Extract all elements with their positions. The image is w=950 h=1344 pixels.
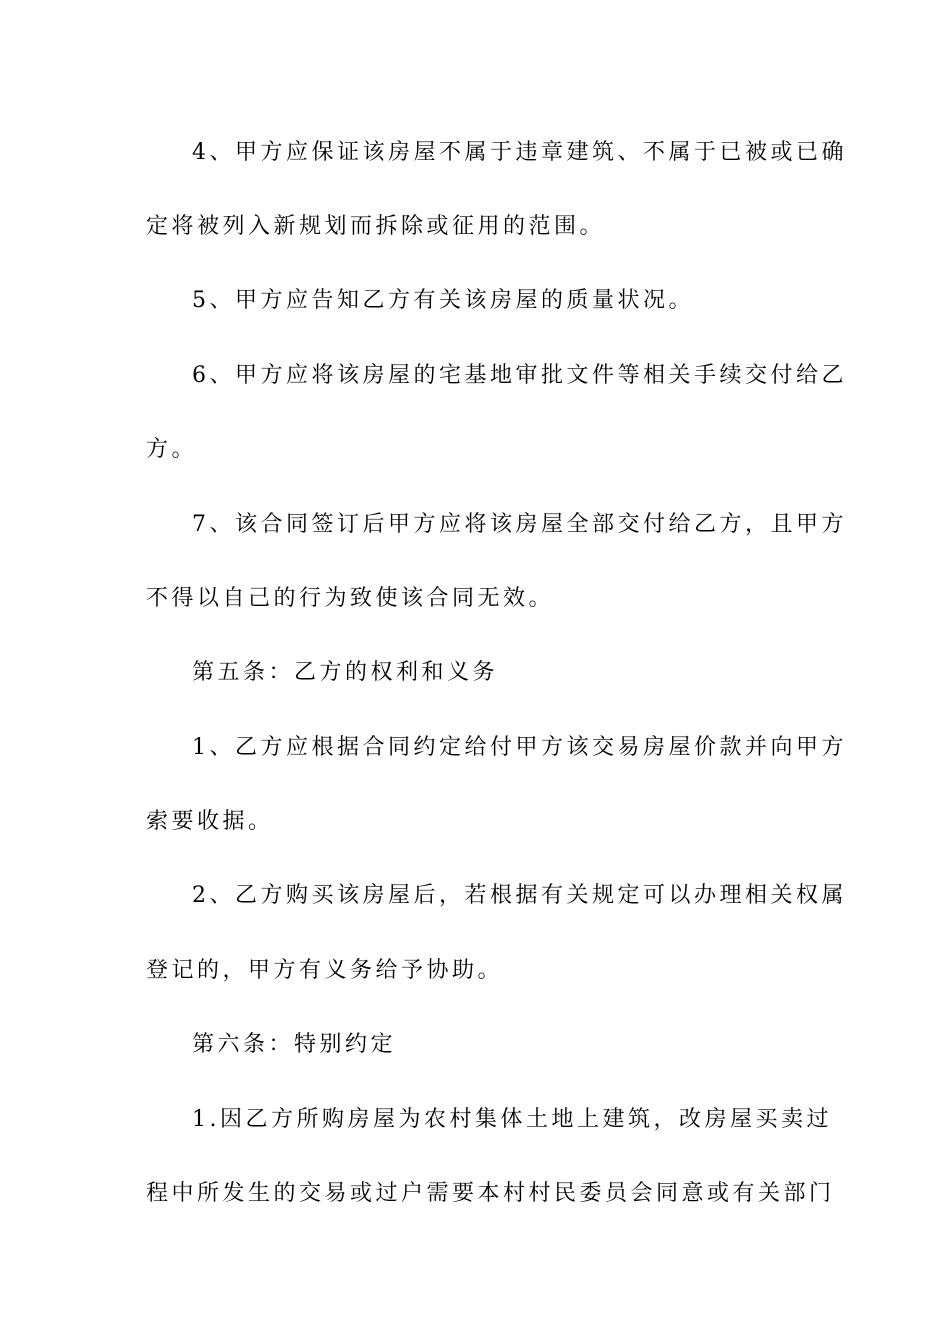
clause-6-line-1: 6、甲方应将该房屋的宅基地审批文件等相关手续交付给乙 (192, 363, 847, 388)
article-5-item-1-line-1: 1、乙方应根据合同约定给付甲方该交易房屋价款并向甲方 (192, 735, 847, 760)
article-6-heading: 第六条：特别约定 (192, 1032, 397, 1057)
clause-4-line-1: 4、甲方应保证该房屋不属于违章建筑、不属于已被或已确 (192, 140, 847, 165)
article-5-item-1-line-2: 索要收据。 (146, 809, 274, 834)
clause-7-line-2: 不得以自己的行为致使该合同无效。 (146, 586, 555, 611)
clause-4-line-2: 定将被列入新规划而拆除或征用的范围。 (146, 214, 606, 239)
article-6-item-1-line-2: 程中所发生的交易或过户需要本村村民委员会同意或有关部门 (146, 1181, 835, 1206)
article-5-item-2-line-1: 2、乙方购买该房屋后，若根据有关规定可以办理相关权属 (192, 883, 847, 908)
clause-7-line-1: 7、该合同签订后甲方应将该房屋全部交付给乙方，且甲方 (192, 512, 847, 537)
article-5-item-2-line-2: 登记的，甲方有义务给予协助。 (146, 958, 504, 983)
article-5-heading: 第五条：乙方的权利和义务 (192, 660, 499, 685)
article-6-item-1-line-1: 1.因乙方所购房屋为农村集体土地上建筑，改房屋买卖过 (192, 1107, 832, 1132)
clause-6-line-2: 方。 (146, 437, 198, 462)
clause-5-line-1: 5、甲方应告知乙方有关该房屋的质量状况。 (192, 288, 694, 313)
